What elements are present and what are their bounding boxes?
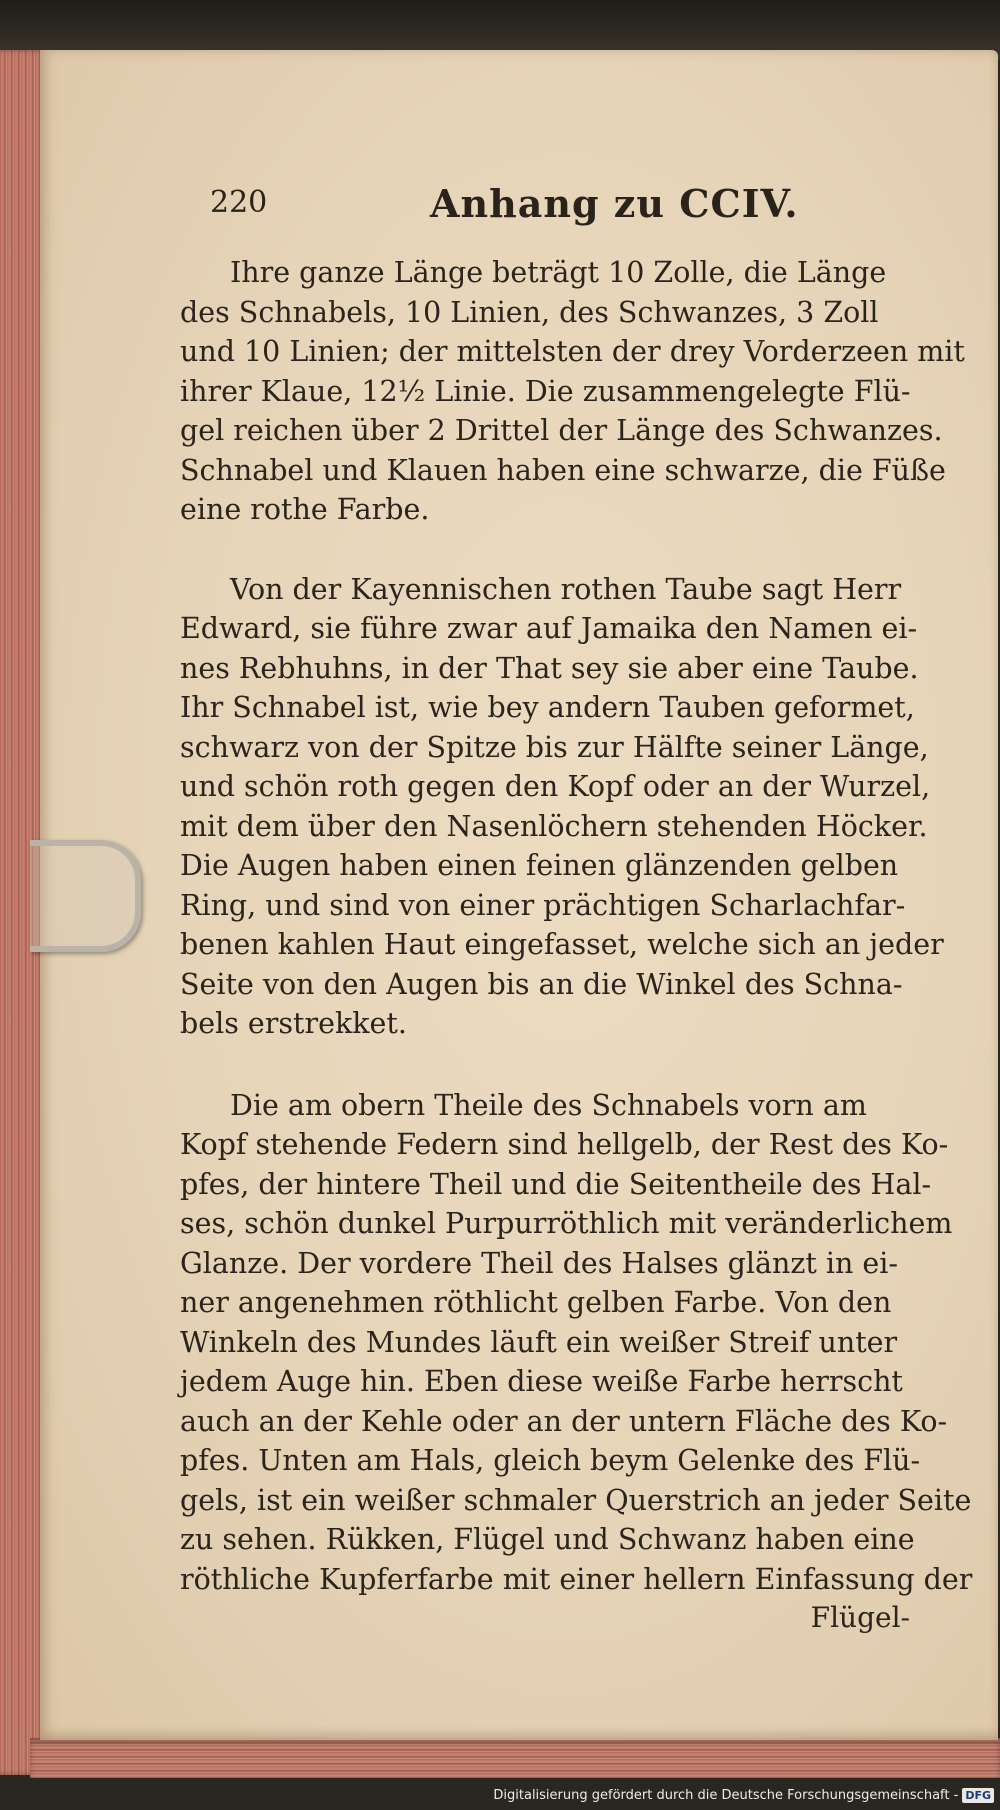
text-line: zu sehen. Rükken, Flügel und Schwanz haben eine bbox=[180, 1523, 915, 1556]
text-line: auch an der Kehle oder an der untern Fläche des Ko- bbox=[180, 1404, 948, 1438]
paragraph-2 bbox=[180, 570, 944, 1044]
text-line: eine rothe Farbe. bbox=[180, 493, 430, 526]
text-line: Von der Kayennischen rothen Taube sagt Herr bbox=[230, 572, 902, 606]
text-line: ner angenehmen röthlicht gelben Farbe. Von den bbox=[180, 1286, 892, 1319]
page-header bbox=[180, 175, 920, 235]
text-line: gels, ist ein weißer schmaler Querstrich an jeder Seite bbox=[180, 1483, 972, 1517]
paragraph-3 bbox=[180, 1086, 973, 1600]
paragraph-1 bbox=[180, 253, 965, 530]
text-line: Kopf stehende Federn sind hellgelb, der Rest des Ko- bbox=[180, 1128, 949, 1161]
text-line: jedem Auge hin. Eben diese weiße Farbe herrscht bbox=[180, 1365, 903, 1398]
catchword: Flügel- bbox=[810, 1601, 910, 1634]
text-line: Edward, sie führe zwar auf Jamaika den Namen ei- bbox=[180, 612, 918, 645]
text-line: Glanze. Der vordere Theil des Halses glänzt in ei- bbox=[180, 1246, 898, 1280]
text-line: Winkeln des Mundes läuft ein weißer Streif unter bbox=[180, 1325, 898, 1359]
text-line: schwarz von der Spitze bis zur Hälfte seiner Länge, bbox=[180, 730, 929, 764]
page-number: 220 bbox=[210, 185, 268, 220]
text-line: Schnabel und Klauen haben eine schwarze, die Füße bbox=[180, 453, 946, 487]
text-line: Die Augen haben einen feinen glänzenden gelben bbox=[180, 849, 899, 882]
text-line: Die am obern Theile des Schnabels vorn am bbox=[230, 1088, 867, 1122]
text-line: des Schnabels, 10 Linien, des Schwanzes, 3 Zoll bbox=[180, 295, 879, 329]
dfg-logo: DFG bbox=[962, 1788, 994, 1803]
text-line: ihrer Klaue, 12½ Linie. Die zusammengelegte Flü- bbox=[180, 374, 911, 408]
text-line: nes Rebhuhns, in der That sey sie aber eine Taube. bbox=[180, 651, 919, 685]
text-line: gel reichen über 2 Drittel der Länge des Schwanzes. bbox=[180, 414, 943, 447]
text-line: mit dem über den Nasenlöchern stehenden Höcker. bbox=[180, 809, 928, 843]
text-line: Ihr Schnabel ist, wie bey andern Tauben geformet, bbox=[180, 691, 915, 724]
text-line: röthliche Kupferfarbe mit einer hellern Einfassung der bbox=[180, 1562, 973, 1596]
text-line: Ihre ganze Länge beträgt 10 Zolle, die Länge bbox=[230, 256, 887, 289]
text-line: und 10 Linien; der mittelsten der drey Vorderzeen mit bbox=[180, 335, 965, 368]
text-line: Seite von den Augen bis an die Winkel des Schna- bbox=[180, 967, 903, 1001]
text-area bbox=[180, 175, 973, 1634]
text-line: pfes. Unten am Hals, gleich beym Gelenke des Flü- bbox=[180, 1444, 921, 1477]
footer-attribution bbox=[493, 1784, 994, 1806]
book bbox=[0, 20, 1000, 1780]
page-clip bbox=[30, 840, 141, 952]
text-line: Ring, und sind von einer prächtigen Scharlachfar- bbox=[180, 888, 906, 922]
text-line: und schön roth gegen den Kopf oder an der Wurzel, bbox=[180, 770, 931, 803]
text-line: pfes, der hintere Theil und die Seitentheile des Hal- bbox=[180, 1167, 932, 1201]
page-edges-bottom bbox=[30, 1738, 1000, 1778]
running-head: Anhang zu CCIV. bbox=[430, 181, 799, 226]
text-line: ses, schön dunkel Purpurröthlich mit veränderlichem bbox=[180, 1207, 953, 1240]
footer-text: Digitalisierung gefördert durch die Deutsche Forschungsgemeinschaft - bbox=[493, 1787, 959, 1803]
text-line: benen kahlen Haut eingefasset, welche sich an jeder bbox=[180, 928, 944, 961]
text-line: bels erstrekket. bbox=[180, 1007, 407, 1040]
